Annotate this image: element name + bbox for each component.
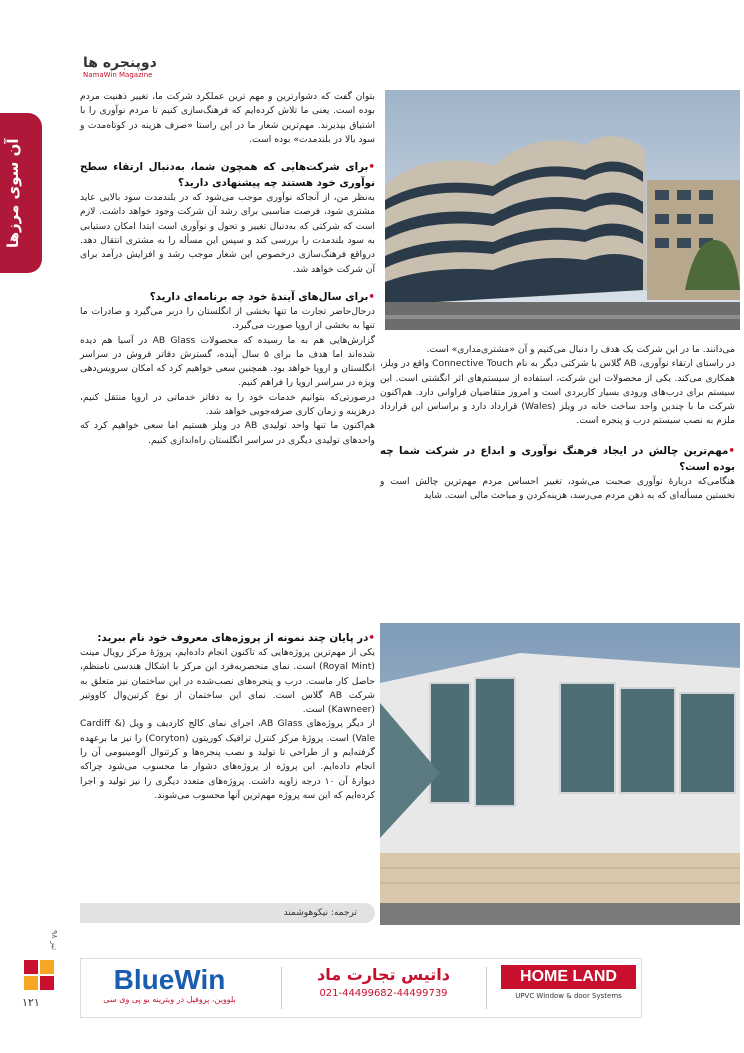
issue-label: تیر ۹۸ (50, 930, 59, 951)
building-photo-2 (380, 623, 740, 925)
ad-homeland-sub: UPVC Window & door Systems (515, 992, 622, 1000)
ad-divider (486, 967, 487, 1009)
ad-bluewin-sub: بلووین، پروفیل در ویترینه یو پی وی سی (103, 995, 236, 1004)
ad-bluewin-name: BlueWin (113, 964, 226, 995)
translator-credit: ترجمه: نیکوهوشمند (80, 903, 375, 923)
answer-2c: درصورتی‌که بتوانیم خدمات خود را به دفاتر خدماتی در اروپا منتقل کنیم، درهزینه و زمان کاری صرفه‌جویی خواهد شد. (80, 391, 375, 418)
ad-homeland-name: HOME LAND (501, 965, 636, 989)
question-2: •برای سال‌های آیندهٔ خود چه برنامه‌ای دارید؟ (149, 290, 375, 303)
question-1: •برای شرکت‌هایی که همچون شما، به‌دنبال ارتقاء سطح نوآوری خود هستند چه پیشنهادی دارید؟ (80, 161, 375, 190)
answer-1: به‌نظر من، از آنجاکه نوآوری موجب می‌شود که در بلندمدت سود بالایی عاید مشتری شود، فرصت مناسبی برای رشد آن شرکت وجود خواهد داشت. لازم است که شرکتی که به‌دنبال تغییر و تحول و نوآوری است ابتدا امکان دستیابی به سود بلندمدت را بررسی کند و سپس این مسأله را به مشتری انتقال دهد. درواقع فرهنگ‌سازی درخصوص این شعار موجب رشد و افزایش درآمد برای آن شرکت خواهد شد. (80, 192, 375, 275)
page-logo-icon (22, 958, 56, 992)
page-number: ۱۲۱ (22, 996, 40, 1009)
magazine-logo (83, 56, 173, 84)
left-column (80, 90, 375, 448)
ad-datis-phone: 021-44499682-44499739 (319, 988, 448, 999)
left-column-bottom (80, 630, 375, 803)
answer-3b: از دیگر پروژه‌های AB Glass، اجرای نمای کالج کاردیف و ویل (Cardiff & Vale) است. پروژهٔ مرکز کنترل ترافیک کوریتون (Coryton) را نیز ما برعهده گرفته‌ایم و از طراحی تا تولید و نصب پنجره‌ها و کرتنوال آلومینیومی آن را انجام داده‌ایم. این پروژه از پروژه‌های دشوار ما محسوب می‌شود چراکه دیوارهٔ آن ۱۰ درجه زاویه داشت. پروژه‌های متعدد دیگری را نیز تولید و اجرا کرده‌ایم که این سه پروژه مهم‌ترین آنها محسوب می‌شوند. (80, 718, 376, 801)
ad-bluewin (87, 965, 252, 1011)
answer-2b: گزارش‌هایی هم به ما رسیده که محصولات AB Glass در آسیا هم دیده شده‌اند اما هدف ما برای ۵ سال آینده، گسترش دفاتر فروش در سراسر انگلستان و اروپا خواهد بود. همچنین سعی خواهیم کرد که امکان سرویس‌دهی ویژه در سراسر اروپا را فراهم کنیم. (80, 334, 376, 389)
right-column (380, 343, 735, 503)
right-paragraph-2: در راستای ارتقاء نوآوری، AB گلاس با شرکتی دیگر به نام Connective Touch واقع در ویلز، همکاری می‌کند. یکی از محصولات این شرکت، استفاده از سیستم‌های اثر انگشتی است. این سیستم برای درب‌های ورودی بسیار کاربردی است و امروز متقاضیان فراوانی دارد. هم‌اکنون شرکت ما با چندین واحد ساخت خانه در ویلز (Wales) قرارداد دارد و براساس این قرارداد ملزم به نصب سیستم درب و پنجره است. (380, 358, 736, 427)
question-right: •مهم‌ترین چالش در ایجاد فرهنگ نوآوری و ابداع در شرکت شما چه بوده است؟ (380, 444, 735, 473)
answer-2a: درحال‌حاضر تجارت ما تنها بخشی از انگلستان را دربر می‌گیرد و صادرات ما تنها به بخشی از اروپا صورت می‌گیرد. (80, 305, 375, 332)
ad-datis-name: داتیس تجارت ماد (317, 965, 450, 984)
answer-2d: هم‌اکنون ما تنها واحد تولیدی AB در ویلز هستیم اما سعی خواهیم کرد که واحدهای تولیدی دیگری در سراسر انگلستان راه‌اندازی کنیم. (80, 420, 375, 446)
section-tab-label: آن سوی مرزها (4, 138, 22, 248)
answer-3a: یکی از مهم‌ترین پروژه‌هایی که تاکنون انجام داده‌ایم، پروژهٔ مرکز رویال مینت (Royal Mint) است. نمای منحصربه‌فرد این مرکز با اشکال هندسی نامنظم، حاصل کار ماست. درب و پنجره‌های نصب‌شده در این ساختمان نیز متعلق به شرکت AB گلاس است. نمای این ساختمان از نوع کرتین‌وال کاووتیر (Kawneer) است. (80, 647, 375, 716)
logo-text: دوپنجره ها (83, 55, 157, 71)
intro-paragraph: بتوان گفت که دشوارترین و مهم ترین عملکرد شرکت ما، تغییر ذهنیت مردم بوده است. یعنی ما تلاش کرده‌ایم که فرهنگ‌سازی کنیم تا مردم نوآوری را با اشتیاق بپذیرند. مهم‌ترین شعار ما در این راستا «صرف هزینه در کوتاه‌مدت و سود بالا در بلندمدت» بوده است. (80, 91, 375, 145)
page-marker (22, 930, 62, 1018)
footer-ads (80, 958, 642, 1018)
answer-right: هنگامی‌که دربارهٔ نوآوری صحبت می‌شود، تغییر احساس مردم مهم‌ترین چالش است و نخستین مسأله‌ای که به ذهن مردم می‌رسد، هزینه‌کردن و مباحث مالی است. شاید (380, 475, 735, 502)
section-tab (0, 113, 42, 273)
ad-datis (296, 965, 471, 1011)
logo-subtitle: NamaWin Magazine (83, 71, 153, 79)
question-3: •در پایان چند نمونه از پروژه‌های معروف خود نام ببرید: (97, 632, 375, 644)
right-paragraph-1: می‌دانند. ما در این شرکت یک هدف را دنبال می‌کنیم و آن «مشتری‌مداری» است. (426, 344, 735, 355)
ad-homeland (501, 965, 636, 1011)
building-photo-1 (385, 90, 740, 330)
ad-divider (281, 967, 282, 1009)
